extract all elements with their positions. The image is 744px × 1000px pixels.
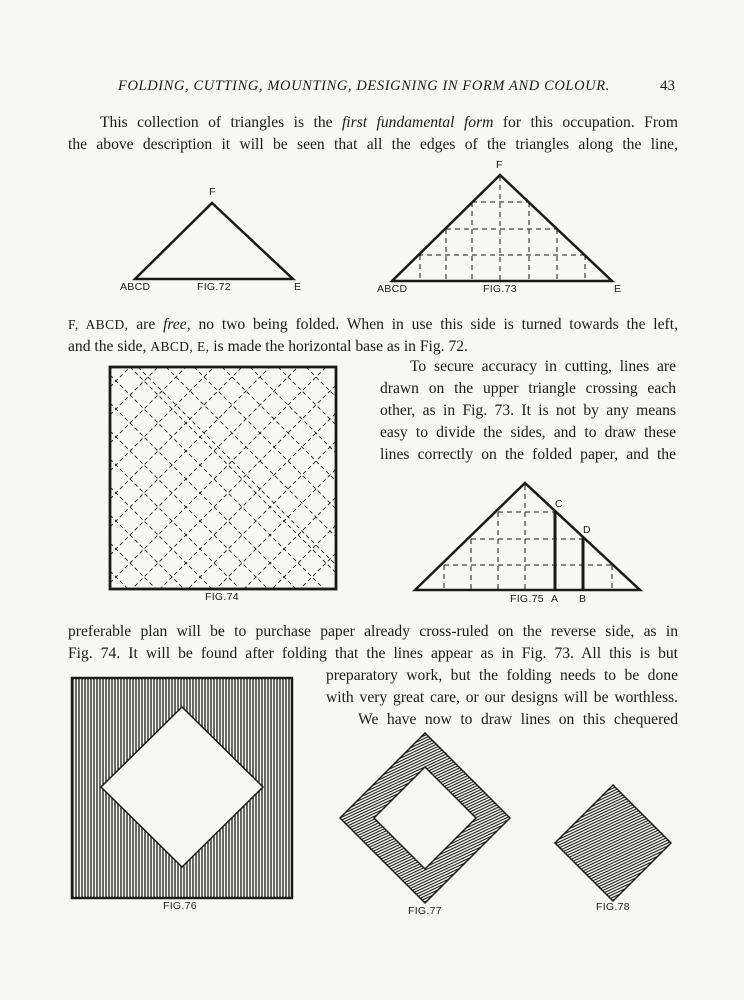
fig74-caption: FIG.74 [205, 591, 239, 603]
text-line: preparatory work, but the folding needs to be done [326, 667, 678, 684]
text-span: is made the horizontal base as in Fig. 72. [213, 338, 468, 355]
fig72-label-e: E [294, 281, 302, 293]
text-line: other, as in Fig. 73. It is not by any means [380, 402, 676, 419]
text-line: lines correctly on the folded paper, and the [380, 446, 676, 463]
fig75-triangle [415, 483, 640, 590]
fig73-triangle [392, 175, 612, 281]
text-line [68, 314, 678, 336]
page-number: 43 [660, 78, 675, 94]
fig72-label-abcd: ABCD [120, 281, 151, 293]
fig75-label-a: A [551, 593, 559, 605]
text-line: Fig. 74. It will be found after folding that the lines appear as in Fig. 73. All this is but [68, 645, 678, 662]
running-title: FOLDING, CUTTING, MOUNTING, DESIGNING IN FORM AND COLOUR. [118, 78, 610, 94]
text-line: drawn on the upper triangle crossing each [380, 380, 676, 397]
text-span: This collection of triangles is the [100, 114, 333, 131]
fig75-label-b: B [579, 593, 587, 605]
emphasis-text: first fundamental form [341, 114, 494, 131]
fig72-caption: FIG.72 [197, 281, 231, 293]
fig75-caption: FIG.75 [510, 593, 544, 605]
text-span: for this occupation. From [502, 114, 678, 131]
text-span: and the side, [68, 338, 147, 355]
fig72-label-f: F [209, 186, 216, 198]
fig78-caption: FIG.78 [596, 901, 630, 913]
fig75-label-d: D [583, 524, 591, 536]
small-caps-text: ABCD, E, [150, 339, 210, 354]
fig73-label-e: E [614, 283, 622, 295]
fig76-caption: FIG.76 [163, 900, 197, 912]
fig77-diamond-frame [340, 733, 510, 903]
small-caps-text: F, ABCD, [68, 317, 129, 332]
fig73-label-abcd: ABCD [377, 283, 408, 295]
fig78-hatched-diamond [555, 785, 671, 901]
fig73-label-f: F [496, 159, 503, 171]
fig75-label-c: C [555, 498, 563, 510]
fig76-hatched-square [72, 678, 292, 898]
text-line [68, 336, 468, 358]
text-line: easy to divide the sides, and to draw these [380, 424, 676, 441]
text-line: We have now to draw lines on this chequered [358, 711, 678, 728]
text-line: the above description it will be seen that all the edges of the triangles along the line, [68, 136, 678, 153]
text-line: To secure accuracy in cutting, lines are [410, 358, 676, 375]
fig72-triangle [135, 203, 293, 279]
emphasis-text: free, [163, 316, 191, 333]
text-line: with very great care, or our designs will be worthless. [326, 689, 678, 706]
fig73-caption: FIG.73 [483, 283, 517, 295]
fig77-caption: FIG.77 [408, 905, 442, 917]
text-span: are [136, 316, 156, 333]
text-span: no two being folded. When in use this side is turned towards the left, [198, 316, 678, 333]
text-line: preferable plan will be to purchase paper already cross-ruled on the reverse side, as in [68, 623, 678, 640]
